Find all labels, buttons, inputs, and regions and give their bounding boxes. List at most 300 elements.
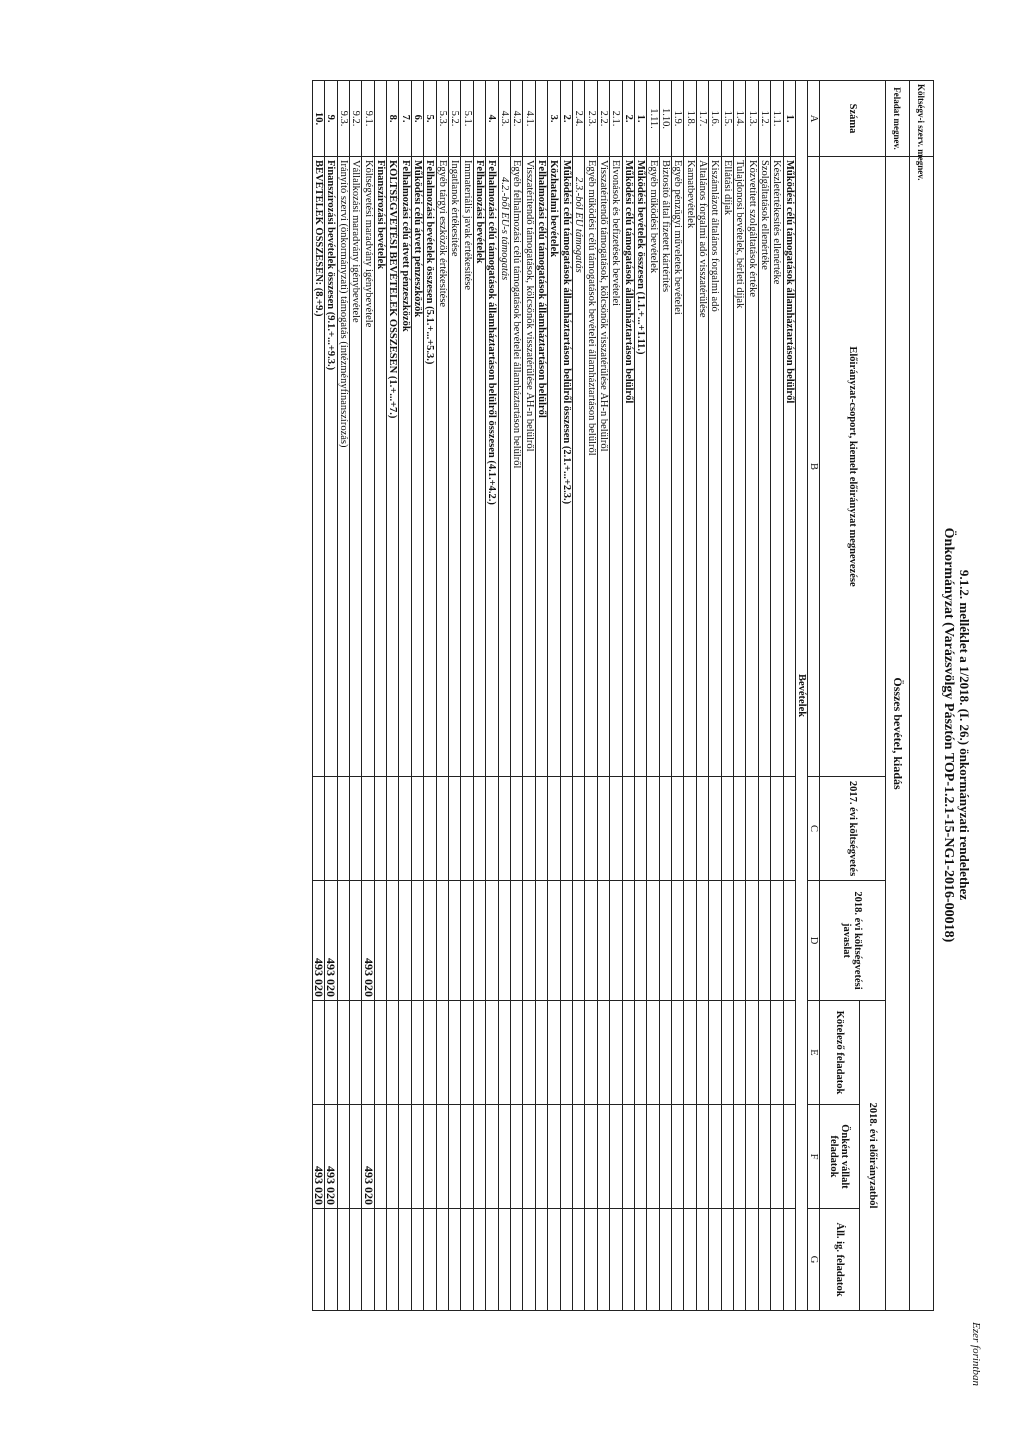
table-row [634, 81, 646, 1311]
value-allamigazg [696, 1209, 708, 1311]
row-number: 6. [411, 81, 423, 157]
value-kotelezo [424, 1001, 436, 1105]
table-row [511, 81, 523, 1311]
row-label: Felhalmozási célú támogatások államháztartáson belülről [535, 157, 547, 777]
table-row [325, 81, 337, 1311]
value-allamigazg [486, 1209, 498, 1311]
value-kotelezo [486, 1001, 498, 1105]
value-2017 [758, 777, 770, 881]
value-onkent [783, 1105, 795, 1209]
row-number [374, 81, 386, 157]
value-allamigazg [511, 1209, 523, 1311]
row-number: 1.7. [696, 81, 708, 157]
value-onkent [337, 1105, 349, 1209]
row-number: 1.2. [758, 81, 770, 157]
row-number: 8. [387, 81, 399, 157]
table-row [647, 81, 659, 1311]
row-number: 1. [783, 81, 795, 157]
value-allamigazg [498, 1209, 510, 1311]
table-row [486, 81, 498, 1311]
value-2018 [659, 881, 671, 1001]
table-row [535, 81, 547, 1311]
value-2018 [634, 881, 646, 1001]
row-label: Működési bevételek összesen (1.1.+...+1.11.) [634, 157, 646, 777]
row-label: Költségvetési maradvány igénybevétele [362, 157, 374, 777]
row-number [473, 81, 485, 157]
value-allamigazg [597, 1209, 609, 1311]
table-row [461, 81, 473, 1311]
value-2018 [337, 881, 349, 1001]
value-2018 [486, 881, 498, 1001]
table-row [758, 81, 770, 1311]
value-onkent [461, 1105, 473, 1209]
row-number: 1.11. [647, 81, 659, 157]
value-2017 [461, 777, 473, 881]
row-number [535, 81, 547, 157]
value-allamigazg [684, 1209, 696, 1311]
letter-cell: B [808, 157, 820, 777]
value-onkent [572, 1105, 584, 1209]
table-row [659, 81, 671, 1311]
table-row [746, 81, 758, 1311]
value-onkent [734, 1105, 746, 1209]
value-onkent [387, 1105, 399, 1209]
table-row [709, 81, 721, 1311]
row-label: BEVÉTELEK ÖSSZESEN: (8.+9.) [312, 157, 324, 777]
table-row [622, 81, 634, 1311]
value-2018 [436, 881, 448, 1001]
value-2017 [610, 777, 622, 881]
value-onkent [548, 1105, 560, 1209]
table-row [337, 81, 349, 1311]
row-number: 5.2. [449, 81, 461, 157]
value-allamigazg [535, 1209, 547, 1311]
value-2018 [721, 881, 733, 1001]
value-onkent [498, 1105, 510, 1209]
value-onkent [486, 1105, 498, 1209]
row-number: 9.2. [349, 81, 361, 157]
value-allamigazg [523, 1209, 535, 1311]
value-kotelezo [548, 1001, 560, 1105]
value-onkent [721, 1105, 733, 1209]
row-number: 1.1. [771, 81, 783, 157]
value-2017 [362, 777, 374, 881]
table-row [399, 81, 411, 1311]
value-kotelezo [758, 1001, 770, 1105]
row-label: Felhalmozási célú támogatások államháztartáson belülről összesen (4.1.+4.2.) [486, 157, 498, 777]
value-2018 [696, 881, 708, 1001]
col-header-2018: 2018. évi költségvetési javaslat [820, 881, 886, 1001]
row-label: Egyéb felhalmozási célú támogatások bevételei államháztartáson belülről [511, 157, 523, 777]
value-kotelezo [572, 1001, 584, 1105]
value-onkent [585, 1105, 597, 1209]
value-kotelezo [647, 1001, 659, 1105]
value-2018 [349, 881, 361, 1001]
value-onkent [473, 1105, 485, 1209]
value-allamigazg [312, 1209, 324, 1311]
value-kotelezo [374, 1001, 386, 1105]
table-row [585, 81, 597, 1311]
value-onkent [709, 1105, 721, 1209]
value-2017 [622, 777, 634, 881]
value-2017 [548, 777, 560, 881]
value-kotelezo [449, 1001, 461, 1105]
table-row [411, 81, 423, 1311]
value-2017 [535, 777, 547, 881]
value-2017 [684, 777, 696, 881]
value-allamigazg [399, 1209, 411, 1311]
letter-cell: E [808, 1001, 820, 1105]
value-2018 [560, 881, 572, 1001]
budget-table [312, 80, 934, 1311]
letter-cell: C [808, 777, 820, 881]
table-row [436, 81, 448, 1311]
value-kotelezo [325, 1001, 337, 1105]
value-allamigazg [560, 1209, 572, 1311]
row-number: 1.4. [734, 81, 746, 157]
row-number: 1.10. [659, 81, 671, 157]
value-onkent [449, 1105, 461, 1209]
value-kotelezo [523, 1001, 535, 1105]
value-2017 [312, 777, 324, 881]
value-2018 [610, 881, 622, 1001]
table-row [721, 81, 733, 1311]
letter-cell: D [808, 881, 820, 1001]
table-row [362, 81, 374, 1311]
value-allamigazg [362, 1209, 374, 1311]
row-label: Működési célú támogatások államháztartáson belülről [783, 157, 795, 777]
value-2018 [597, 881, 609, 1001]
value-onkent [610, 1105, 622, 1209]
value-allamigazg [424, 1209, 436, 1311]
value-kotelezo [411, 1001, 423, 1105]
value-allamigazg [461, 1209, 473, 1311]
col-header-allamigazg: Áll. ig. feladatok [820, 1209, 860, 1311]
value-2018 [523, 881, 535, 1001]
value-allamigazg [734, 1209, 746, 1311]
value-onkent [771, 1105, 783, 1209]
value-2018 [734, 881, 746, 1001]
value-2017 [659, 777, 671, 881]
col-header-szama: Száma [820, 81, 886, 157]
value-2017 [337, 777, 349, 881]
row-label: Általános forgalmi adó visszatérülése [696, 157, 708, 777]
row-label: Működési célú támogatások államháztartáson belülről összesen (2.1.+...+2.3.) [560, 157, 572, 777]
value-allamigazg [783, 1209, 795, 1311]
value-onkent [647, 1105, 659, 1209]
row-label: Felhalmozási célú átvett pénzeszközök [399, 157, 411, 777]
table-row [424, 81, 436, 1311]
table-row [387, 81, 399, 1311]
letter-row [808, 81, 820, 1311]
value-allamigazg [758, 1209, 770, 1311]
value-onkent [560, 1105, 572, 1209]
value-2017 [783, 777, 795, 881]
row-label: Immateriális javak értékesítése [461, 157, 473, 777]
value-2018 [585, 881, 597, 1001]
value-allamigazg [709, 1209, 721, 1311]
value-kotelezo [771, 1001, 783, 1105]
row-label: Tulajdonosi bevételek, bérleti díjak [734, 157, 746, 777]
row-number: 1.3. [746, 81, 758, 157]
document-title: Önkormányzat (Varázsvölgy Pásztón TOP-1.2.1-15-NG1-2016-00018) [941, 527, 956, 943]
table-row [684, 81, 696, 1311]
table-row [672, 81, 684, 1311]
value-onkent: 493 020 [312, 1105, 324, 1209]
value-kotelezo [659, 1001, 671, 1105]
value-kotelezo [709, 1001, 721, 1105]
value-2018 [399, 881, 411, 1001]
value-onkent [411, 1105, 423, 1209]
value-2017 [696, 777, 708, 881]
value-2018 [771, 881, 783, 1001]
row-number: 1.5. [721, 81, 733, 157]
value-2018: 493 020 [312, 881, 324, 1001]
value-2017 [721, 777, 733, 881]
row-number: 5.1. [461, 81, 473, 157]
row-number: 7. [399, 81, 411, 157]
value-2017 [374, 777, 386, 881]
value-allamigazg [337, 1209, 349, 1311]
table-row [523, 81, 535, 1311]
value-2017 [647, 777, 659, 881]
value-onkent [746, 1105, 758, 1209]
value-kotelezo [734, 1001, 746, 1105]
row-label: Egyéb működési bevételek [647, 157, 659, 777]
value-2018 [411, 881, 423, 1001]
meta-row1-label: Költségv-i szerv. megnev. [910, 81, 934, 157]
value-2018 [758, 881, 770, 1001]
row-number: 10. [312, 81, 324, 157]
row-number: 1.9. [672, 81, 684, 157]
row-label: Közvetített szolgáltatások értéke [746, 157, 758, 777]
row-label: Felhalmozási bevételek [473, 157, 485, 777]
row-label: Működési célú támogatások államháztartáson belülről [622, 157, 634, 777]
value-kotelezo [387, 1001, 399, 1105]
row-label: Készletértékesítés ellenértéke [771, 157, 783, 777]
value-onkent [659, 1105, 671, 1209]
table-row [771, 81, 783, 1311]
value-onkent [436, 1105, 448, 1209]
row-number: 4. [486, 81, 498, 157]
col-header-onkent: Önként vállalt feladatok [820, 1105, 860, 1209]
value-allamigazg [473, 1209, 485, 1311]
table-row [560, 81, 572, 1311]
table-row [783, 81, 795, 1311]
letter-cell: A [808, 81, 820, 157]
value-2017 [411, 777, 423, 881]
table-row [734, 81, 746, 1311]
value-onkent [349, 1105, 361, 1209]
value-kotelezo [337, 1001, 349, 1105]
value-onkent: 493 020 [325, 1105, 337, 1209]
value-2017 [734, 777, 746, 881]
row-label: 2.3.-ból EU támogatás [572, 157, 584, 777]
value-kotelezo [622, 1001, 634, 1105]
value-kotelezo [746, 1001, 758, 1105]
table-row [312, 81, 324, 1311]
row-number: 9.3. [337, 81, 349, 157]
value-onkent [696, 1105, 708, 1209]
value-onkent [374, 1105, 386, 1209]
row-label: Finanszírozási bevételek összesen (9.1.+...+9.3.) [325, 157, 337, 777]
value-kotelezo [312, 1001, 324, 1105]
value-allamigazg [771, 1209, 783, 1311]
value-2017 [387, 777, 399, 881]
value-kotelezo [597, 1001, 609, 1105]
value-2017 [709, 777, 721, 881]
row-label: Visszatérítendő támogatások, kölcsönök visszatérülése ÁH-n belülről [523, 157, 535, 777]
meta-row2-value: Összes bevétel, kiadás [886, 157, 910, 1311]
value-2018: 493 020 [362, 881, 374, 1001]
value-2017 [449, 777, 461, 881]
row-number: 9.1. [362, 81, 374, 157]
meta-row2-label: Feladat megnev. [886, 81, 910, 157]
value-kotelezo [473, 1001, 485, 1105]
col-header-megnevezes: Előirányzat-csoport, kiemelt előirányzat megnevezése [820, 157, 886, 777]
table-row [498, 81, 510, 1311]
value-onkent [758, 1105, 770, 1209]
value-onkent [523, 1105, 535, 1209]
value-2017 [560, 777, 572, 881]
value-2018 [548, 881, 560, 1001]
table-row [597, 81, 609, 1311]
row-number: 2. [560, 81, 572, 157]
row-label: Visszatérítendő támogatások, kölcsönök visszatérülése ÁH-n belülről [597, 157, 609, 777]
value-allamigazg [610, 1209, 622, 1311]
value-2018 [622, 881, 634, 1001]
row-label: Egyéb működési célú támogatások bevételei államháztartáson belülről [585, 157, 597, 777]
value-onkent [634, 1105, 646, 1209]
value-onkent [511, 1105, 523, 1209]
value-kotelezo [461, 1001, 473, 1105]
row-label: Szolgáltatások ellenértéke [758, 157, 770, 777]
value-onkent [597, 1105, 609, 1209]
value-2018 [572, 881, 584, 1001]
value-2018 [746, 881, 758, 1001]
col-header-kotelezo: Kötelező feladatok [820, 1001, 860, 1105]
value-kotelezo [684, 1001, 696, 1105]
letter-cell: G [808, 1209, 820, 1311]
value-2017 [523, 777, 535, 881]
row-number: 5. [424, 81, 436, 157]
row-number: 1.6. [709, 81, 721, 157]
row-label: Irányító szervi (önkormányzati) támogatás (intézményfinanszírozás) [337, 157, 349, 777]
value-onkent [622, 1105, 634, 1209]
value-allamigazg [349, 1209, 361, 1311]
value-2018 [473, 881, 485, 1001]
value-allamigazg [449, 1209, 461, 1311]
value-2018 [647, 881, 659, 1001]
value-2018 [387, 881, 399, 1001]
value-kotelezo [511, 1001, 523, 1105]
row-label: Ingatlanok értékesítése [449, 157, 461, 777]
value-kotelezo [721, 1001, 733, 1105]
value-kotelezo [535, 1001, 547, 1105]
value-kotelezo [696, 1001, 708, 1105]
value-2018 [535, 881, 547, 1001]
value-onkent [535, 1105, 547, 1209]
value-allamigazg [721, 1209, 733, 1311]
value-2017 [436, 777, 448, 881]
value-allamigazg [634, 1209, 646, 1311]
value-2018 [424, 881, 436, 1001]
value-2017 [585, 777, 597, 881]
value-kotelezo [634, 1001, 646, 1105]
value-onkent [684, 1105, 696, 1209]
table-row [449, 81, 461, 1311]
row-label: Közhatalmi bevételek [548, 157, 560, 777]
value-2018 [672, 881, 684, 1001]
value-allamigazg [436, 1209, 448, 1311]
row-label: Biztosító által fizetett kártérítés [659, 157, 671, 777]
value-allamigazg [374, 1209, 386, 1311]
value-2018 [684, 881, 696, 1001]
value-allamigazg [746, 1209, 758, 1311]
value-allamigazg [387, 1209, 399, 1311]
row-number: 3. [548, 81, 560, 157]
row-label: 4.2.-ből EU-s támogatás [498, 157, 510, 777]
value-2017 [349, 777, 361, 881]
col-header-group: 2018. évi előirányzatból [860, 1001, 886, 1311]
value-kotelezo [362, 1001, 374, 1105]
value-allamigazg [548, 1209, 560, 1311]
value-2018: 493 020 [325, 881, 337, 1001]
row-label: Kiszámlázott általános forgalmi adó [709, 157, 721, 777]
row-label: Vállalkozási maradvány igénybevétele [349, 157, 361, 777]
value-2018 [461, 881, 473, 1001]
row-number: 2.3. [585, 81, 597, 157]
value-2017 [572, 777, 584, 881]
value-allamigazg [411, 1209, 423, 1311]
value-2018 [498, 881, 510, 1001]
row-number: 4.3. [498, 81, 510, 157]
row-number: 1.8. [684, 81, 696, 157]
value-allamigazg [572, 1209, 584, 1311]
value-allamigazg [659, 1209, 671, 1311]
value-2018 [511, 881, 523, 1001]
value-2017 [399, 777, 411, 881]
meta-row1-value [910, 157, 934, 1311]
row-number: 2.1. [610, 81, 622, 157]
value-allamigazg [622, 1209, 634, 1311]
value-allamigazg [585, 1209, 597, 1311]
appendix-title: 9.1.2. melléklet a 1/2018. (I. 26.) önkormányzati rendelethez [957, 569, 972, 901]
row-label: Felhalmozási bevételek összesen (5.1.+...+5.3.) [424, 157, 436, 777]
value-2017 [498, 777, 510, 881]
table-row [473, 81, 485, 1311]
col-header-2017: 2017. évi költségvetés [820, 777, 886, 881]
row-label: KÖLTSÉGVETÉSI BEVÉTELEK ÖSSZESEN (1.+...+7.) [387, 157, 399, 777]
row-label: Kamatbevételek [684, 157, 696, 777]
value-2017 [746, 777, 758, 881]
row-label: Egyéb pénzügyi műveletek bevételei [672, 157, 684, 777]
value-2017 [486, 777, 498, 881]
table-row [349, 81, 361, 1311]
value-kotelezo [349, 1001, 361, 1105]
row-number: 4.1. [523, 81, 535, 157]
row-label: Egyéb tárgyi eszközök értékesítése [436, 157, 448, 777]
value-2017 [597, 777, 609, 881]
value-2018 [449, 881, 461, 1001]
value-kotelezo [672, 1001, 684, 1105]
value-onkent: 493 020 [362, 1105, 374, 1209]
section-title: Bevételek [796, 81, 808, 1311]
value-2017 [325, 777, 337, 881]
value-onkent [672, 1105, 684, 1209]
value-2017 [634, 777, 646, 881]
row-label: Ellátási díjak [721, 157, 733, 777]
